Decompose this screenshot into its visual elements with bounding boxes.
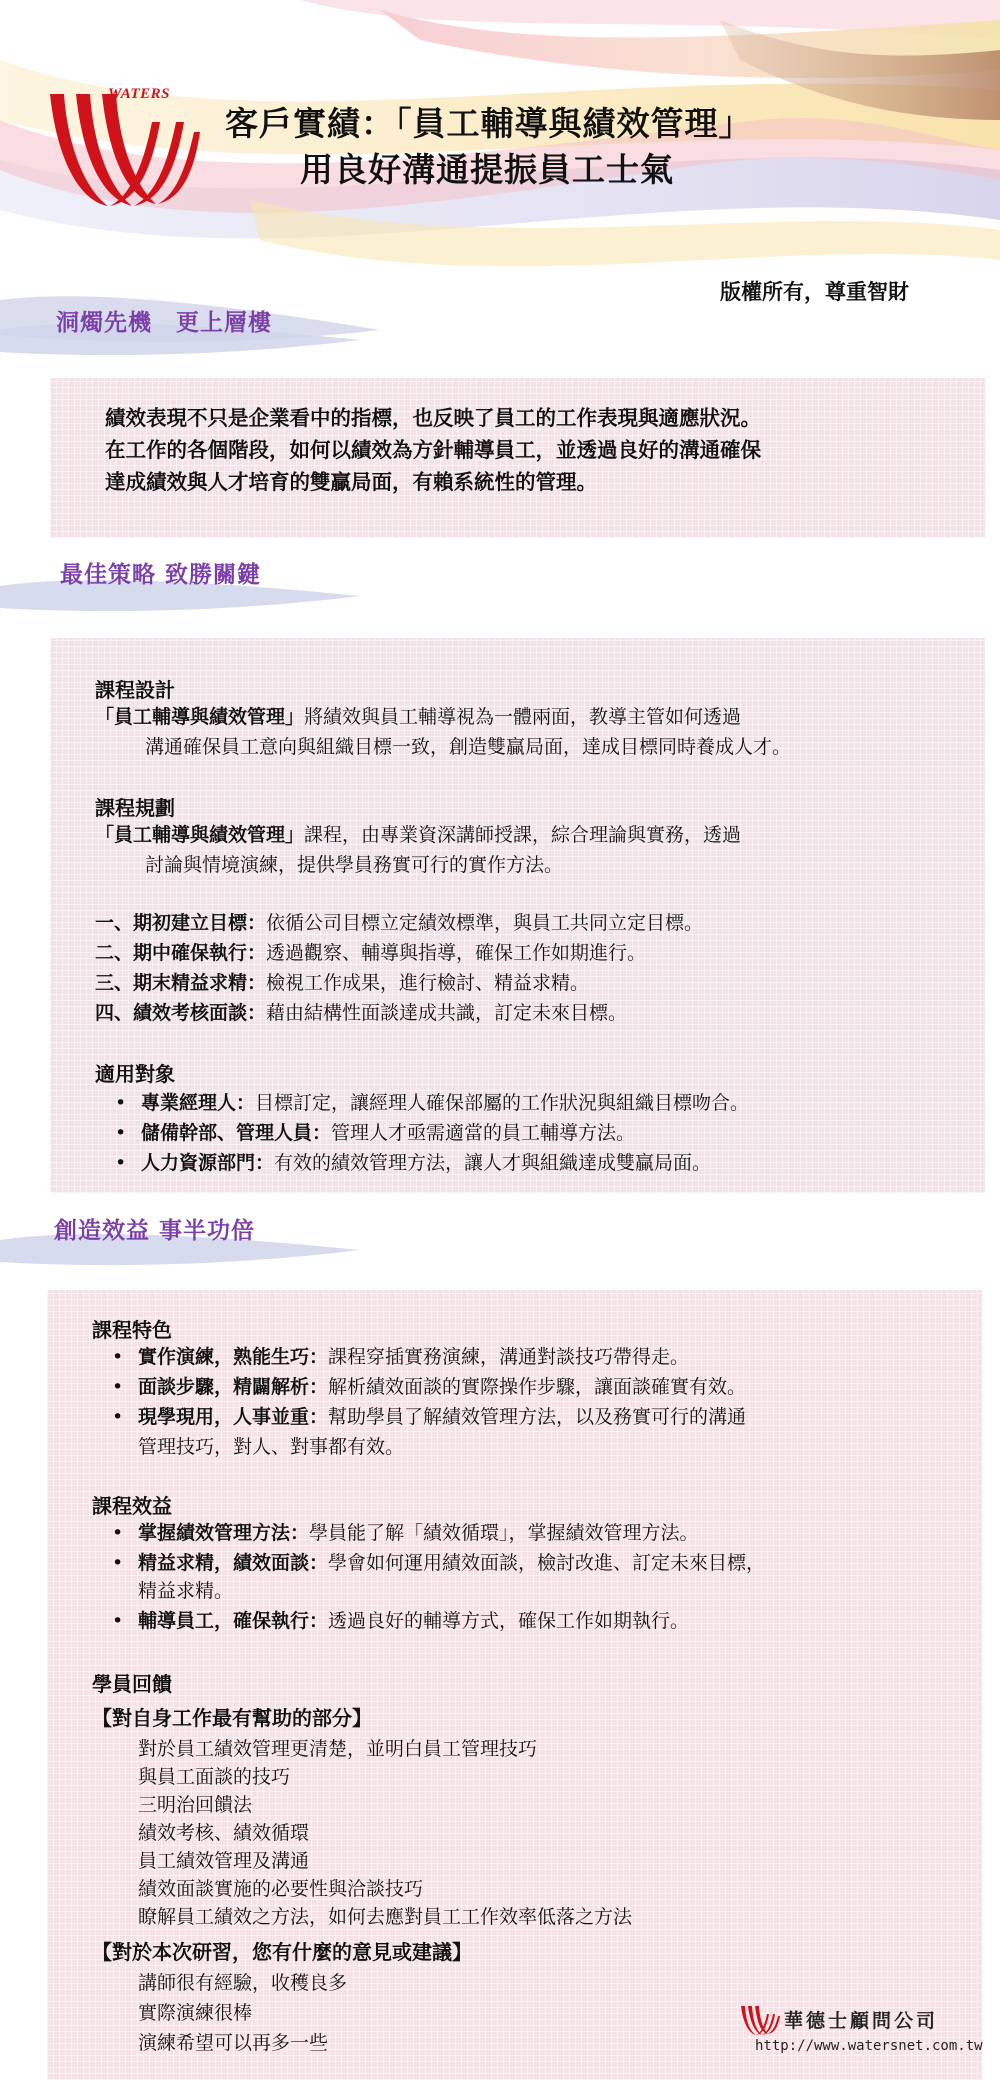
course-name: 「員工輔導與績效管理」 bbox=[95, 824, 305, 846]
feature-text: 課程穿插實務演練，溝通對談技巧帶得走。 bbox=[328, 1346, 690, 1368]
benefit-label: 掌握績效管理方法： bbox=[138, 1522, 310, 1544]
section-heading-2-label: 最佳策略 致勝關鍵 bbox=[60, 562, 262, 588]
feedback-answer: 演練希望可以再多一些 bbox=[138, 2032, 329, 2054]
feature-item bbox=[112, 1402, 746, 1432]
footer-logo-icon bbox=[740, 2004, 780, 2036]
feedback-answer: 績效考核、績效循環 bbox=[138, 1822, 310, 1844]
step-text: 透過觀察、輔導與指導，確保工作如期進行。 bbox=[266, 942, 647, 964]
audience-text: 有效的績效管理方法，讓人才與組織達成雙贏局面。 bbox=[274, 1152, 712, 1174]
benefit-item bbox=[112, 1606, 689, 1636]
course-plan-text: 課程，由專業資深講師授課，綜合理論與實務，透過 bbox=[304, 824, 742, 846]
bullet-icon: • bbox=[112, 1406, 124, 1428]
step-item bbox=[95, 968, 589, 998]
feedback-question-1: 【對自身工作最有幫助的部分】 bbox=[92, 1706, 372, 1730]
audience-item bbox=[115, 1088, 749, 1118]
step-text: 檢視工作成果，進行檢討、精益求精。 bbox=[266, 972, 590, 994]
section-heading-3 bbox=[0, 1200, 400, 1270]
feedback-answer: 三明治回饋法 bbox=[138, 1794, 253, 1816]
features-title: 課程特色 bbox=[92, 1318, 172, 1342]
benefit-label: 輔導員工，確保執行： bbox=[138, 1610, 329, 1632]
audience-text: 目標訂定，讓經理人確保部屬的工作狀況與組織目標吻合。 bbox=[255, 1092, 750, 1114]
audience-text: 管理人才亟需適當的員工輔導方法。 bbox=[331, 1122, 636, 1144]
bullet-icon: • bbox=[115, 1122, 127, 1144]
benefits-box bbox=[47, 1290, 982, 2080]
intro-line-2: 在工作的各個階段，如何以績效為方針輔導員工，並透過良好的溝通確保 bbox=[105, 438, 761, 462]
bullet-icon: • bbox=[112, 1610, 124, 1632]
bullet-icon: • bbox=[112, 1522, 124, 1544]
audience-title: 適用對象 bbox=[95, 1062, 175, 1086]
audience-label: 人力資源部門： bbox=[141, 1152, 275, 1174]
bullet-icon: • bbox=[112, 1552, 124, 1574]
section-heading-2 bbox=[0, 546, 400, 616]
bullet-icon: • bbox=[112, 1376, 124, 1398]
feature-item bbox=[112, 1342, 689, 1372]
feature-label: 現學現用，人事並重： bbox=[138, 1406, 329, 1428]
feature-item-continued: 管理技巧，對人、對事都有效。 bbox=[138, 1436, 405, 1458]
intro-line-1: 績效表現不只是企業看中的指標，也反映了員工的工作表現與適應狀況。 bbox=[105, 406, 761, 430]
benefit-item bbox=[112, 1548, 765, 1578]
course-plan-line-1 bbox=[95, 820, 741, 850]
step-label: 二、期中確保執行： bbox=[95, 942, 267, 964]
audience-item bbox=[115, 1118, 635, 1148]
bullet-icon: • bbox=[115, 1092, 127, 1114]
benefit-item-continued: 精益求精。 bbox=[138, 1580, 234, 1602]
footer-company-name: 華德士顧問公司 bbox=[784, 2010, 939, 2032]
step-item bbox=[95, 908, 703, 938]
section-heading-1 bbox=[0, 296, 400, 366]
bullet-icon: • bbox=[115, 1152, 127, 1174]
benefit-text: 學員能了解「績效循環」，掌握績效管理方法。 bbox=[309, 1522, 699, 1544]
feedback-answer: 講師很有經驗，收穫良多 bbox=[138, 1972, 348, 1994]
step-text: 依循公司目標立定績效標準，與員工共同立定目標。 bbox=[266, 912, 704, 934]
audience-label: 儲備幹部、管理人員： bbox=[141, 1122, 332, 1144]
section-heading-1-label: 洞燭先機 更上層樓 bbox=[56, 310, 272, 336]
step-label: 一、期初建立目標： bbox=[95, 912, 267, 934]
course-plan-title: 課程規劃 bbox=[95, 796, 175, 820]
audience-item bbox=[115, 1148, 711, 1178]
feedback-answer: 實際演練很棒 bbox=[138, 2002, 253, 2024]
copyright-notice: 版權所有，尊重智財 bbox=[720, 280, 909, 304]
logo-wordmark: WATERS bbox=[108, 86, 170, 102]
intro-box bbox=[50, 378, 985, 538]
section-heading-3-label: 創造效益 事半功倍 bbox=[54, 1218, 256, 1244]
feedback-answer: 對於員工績效管理更清楚，並明白員工管理技巧 bbox=[138, 1738, 538, 1760]
feedback-answer: 績效面談實施的必要性與洽談技巧 bbox=[138, 1878, 424, 1900]
step-text: 藉由結構性面談達成共識，訂定未來目標。 bbox=[266, 1002, 628, 1024]
intro-line-3: 達成績效與人才培育的雙贏局面，有賴系統性的管理。 bbox=[105, 470, 597, 494]
strategy-box bbox=[50, 638, 985, 1193]
feature-item bbox=[112, 1372, 746, 1402]
course-design-line-2: 溝通確保員工意向與組織目標一致，創造雙贏局面，達成目標同時養成人才。 bbox=[145, 736, 792, 758]
feature-label: 面談步驟，精闢解析： bbox=[138, 1376, 329, 1398]
step-label: 三、期末精益求精： bbox=[95, 972, 267, 994]
feedback-answer: 瞭解員工績效之方法，如何去應對員工工作效率低落之方法 bbox=[138, 1906, 633, 1928]
footer-website-url[interactable]: http://www.watersnet.com.tw bbox=[755, 2038, 983, 2054]
audience-label: 專業經理人： bbox=[141, 1092, 256, 1114]
feedback-answer: 與員工面談的技巧 bbox=[138, 1766, 291, 1788]
benefit-text: 透過良好的輔導方式，確保工作如期執行。 bbox=[328, 1610, 690, 1632]
course-plan-line-2: 討論與情境演練，提供學員務實可行的實作方法。 bbox=[145, 854, 564, 876]
feature-label: 實作演練，熟能生巧： bbox=[138, 1346, 329, 1368]
page-subtitle: 用良好溝通提振員工士氣 bbox=[300, 150, 674, 189]
course-design-text: 將績效與員工輔導視為一體兩面，教導主管如何透過 bbox=[304, 706, 742, 728]
feedback-question-2: 【對於本次研習，您有什麼的意見或建議】 bbox=[92, 1940, 472, 1964]
benefit-label: 精益求精，績效面談： bbox=[138, 1552, 329, 1574]
page-title: 客戶實績：「員工輔導與績效管理」 bbox=[225, 104, 753, 143]
benefits-title: 課程效益 bbox=[92, 1494, 172, 1518]
course-design-title: 課程設計 bbox=[95, 678, 175, 702]
feedback-answer: 員工績效管理及溝通 bbox=[138, 1850, 310, 1872]
bullet-icon: • bbox=[112, 1346, 124, 1368]
step-label: 四、績效考核面談： bbox=[95, 1002, 267, 1024]
course-design-line-1 bbox=[95, 702, 741, 732]
feature-text: 解析績效面談的實際操作步驟，讓面談確實有效。 bbox=[328, 1376, 747, 1398]
step-item bbox=[95, 998, 627, 1028]
feedback-title: 學員回饋 bbox=[92, 1672, 172, 1696]
step-item bbox=[95, 938, 646, 968]
benefit-text: 學會如何運用績效面談，檢討改進、訂定未來目標， bbox=[328, 1552, 766, 1574]
benefit-item bbox=[112, 1518, 699, 1548]
course-name: 「員工輔導與績效管理」 bbox=[95, 706, 305, 728]
feature-text: 幫助學員了解績效管理方法，以及務實可行的溝通 bbox=[328, 1406, 747, 1428]
